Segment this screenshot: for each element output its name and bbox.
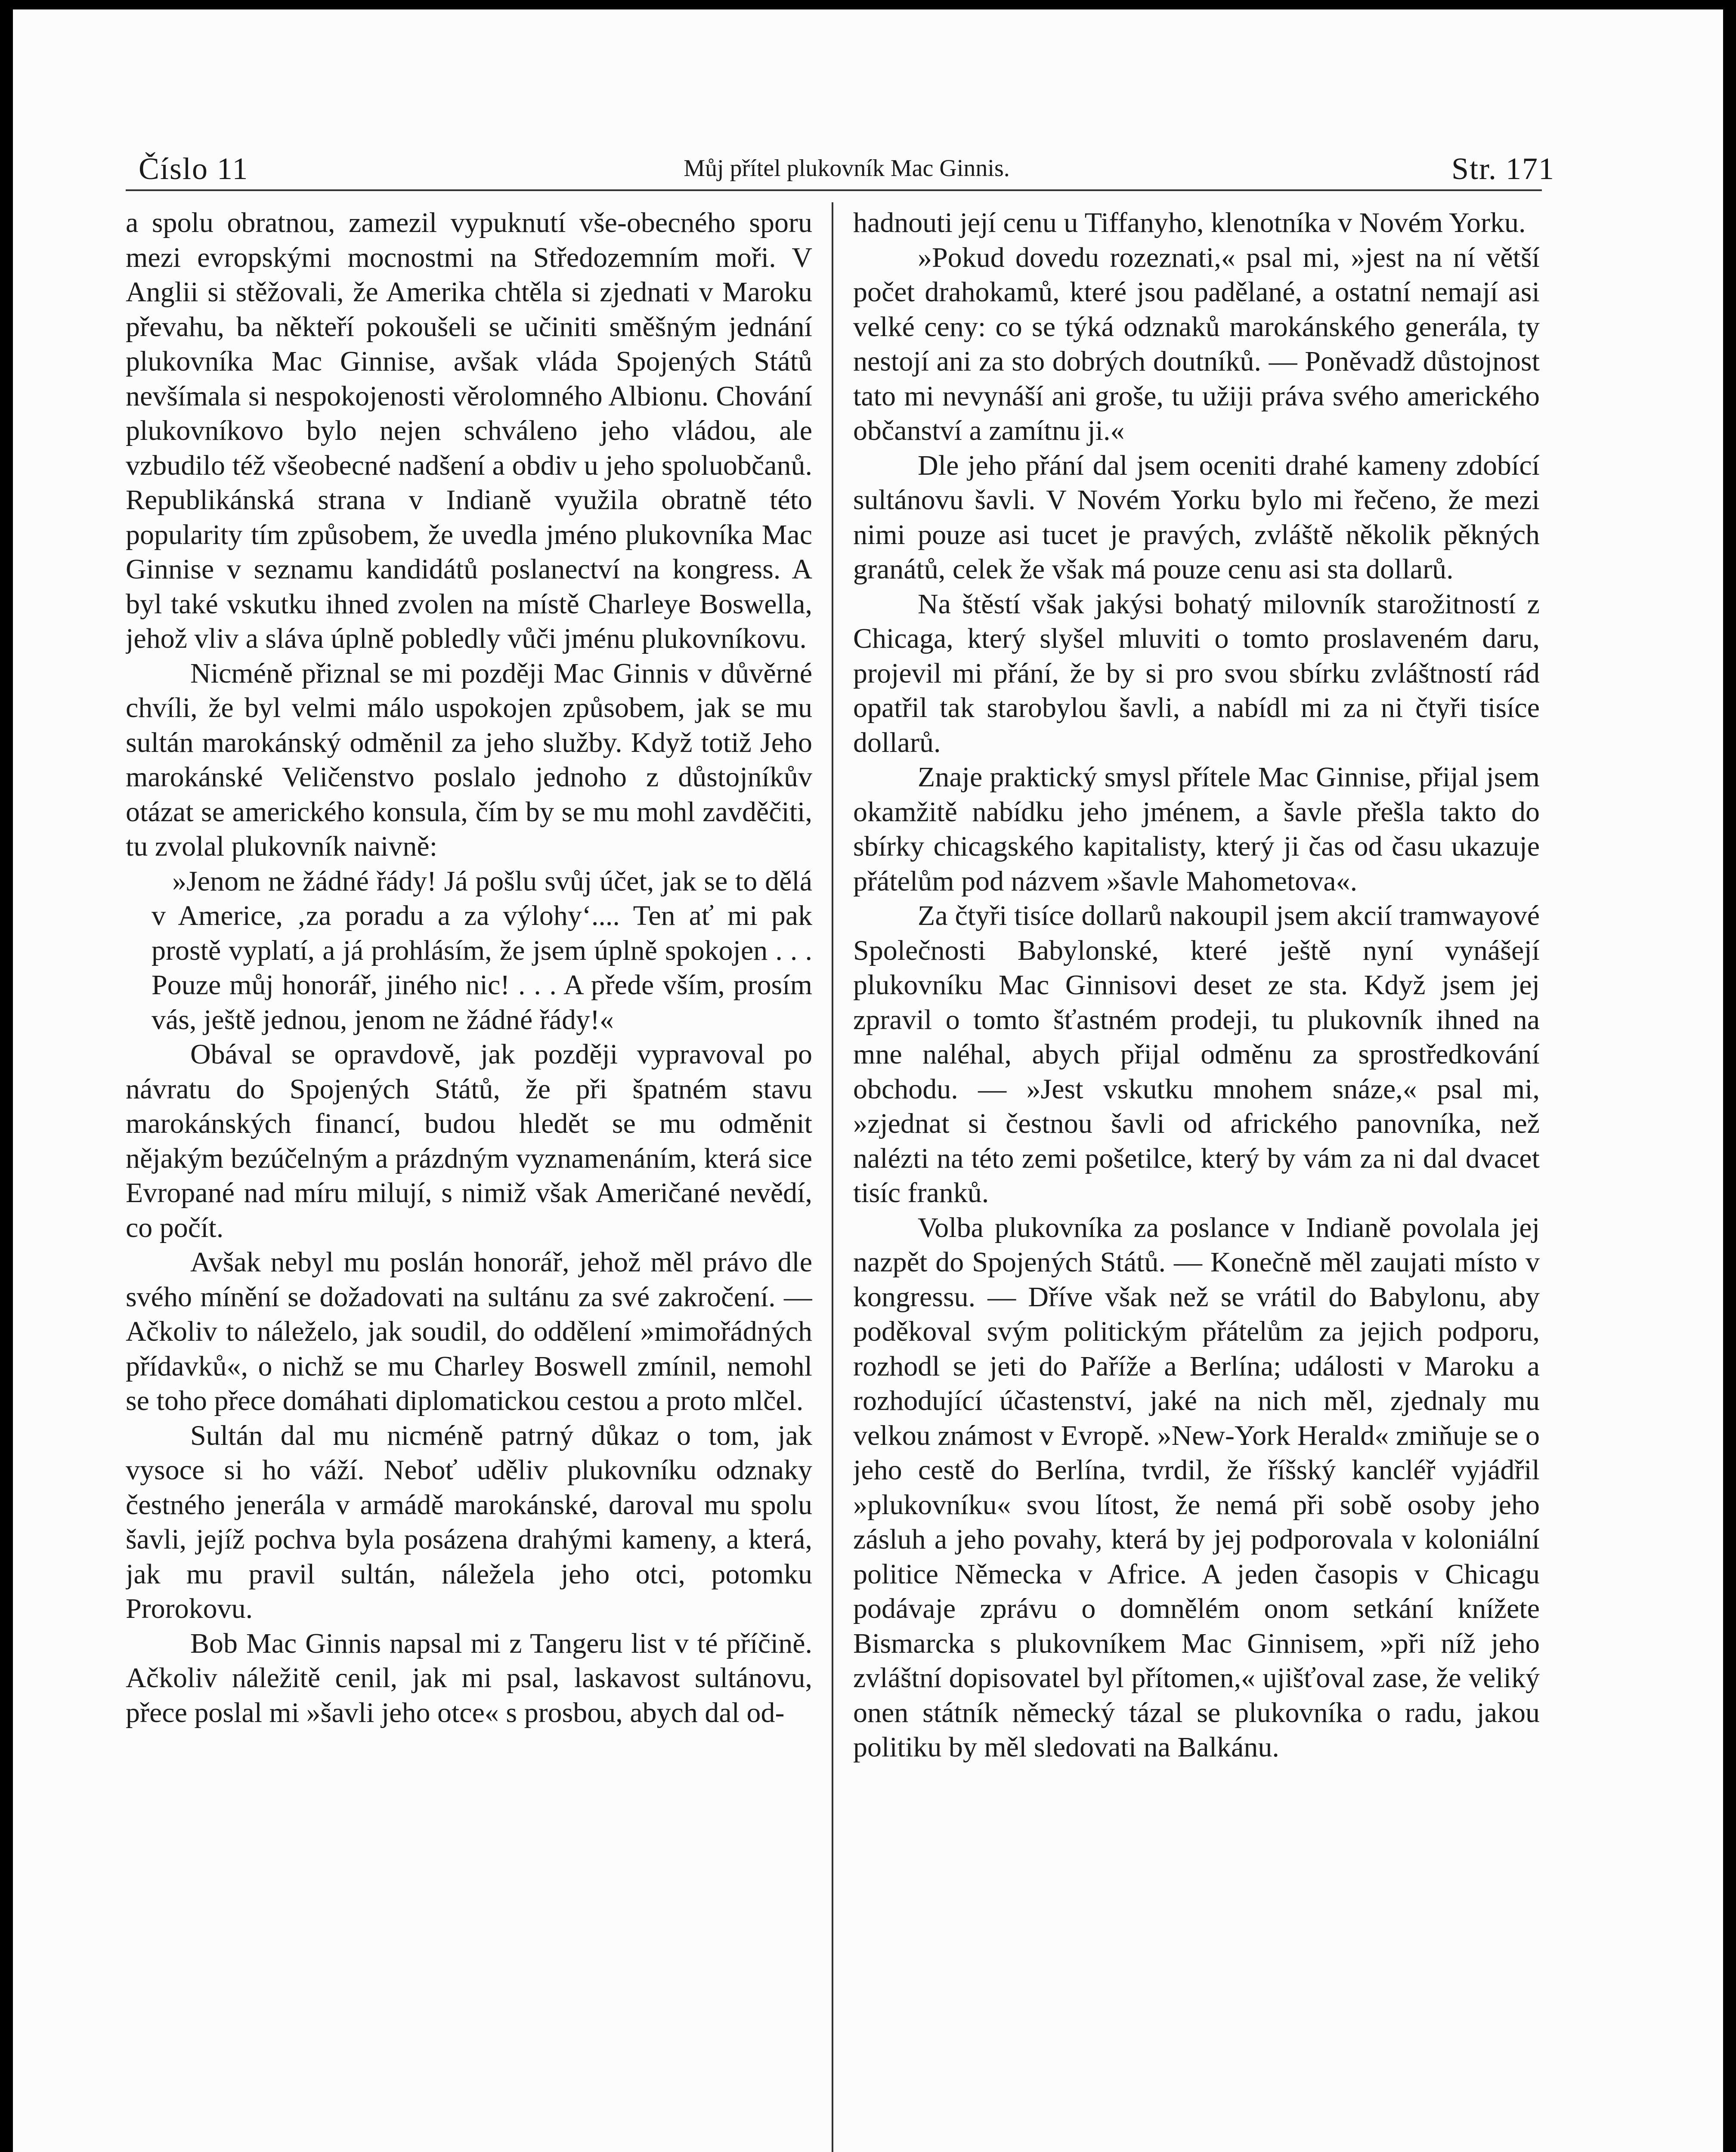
paragraph: Znaje praktický smysl přítele Mac Ginnise, přijal jsem okamžitě nabídku jeho jménem, a šavle přešla takto do sbírky chicagského kapitalisty, který ji čas od času ukazuje přátelům pod názvem »šavle Mahometova«.	[853, 761, 1540, 897]
paragraph: »Pokud dovedu rozeznati,« psal mi, »jest na ní větší počet drahokamů, které jsou padělané, a ostatní nemají asi velké ceny: co se týká odznaků marokánského generála, ty nestojí ani za sto dobrých doutníků. — Poněvadž důstojnost tato mi nevynáší ani groše, tu užiji práva svého amerického občanství a zamítnu ji.«	[853, 241, 1540, 446]
running-title: Můj přítel plukovník Mac Ginnis.	[684, 155, 1010, 182]
running-header	[139, 145, 1555, 192]
paragraph: Za čtyři tisíce dollarů nakoupil jsem akcií tramwayové Společnosti Babylonské, které ještě nyní vynášejí plukovníku Mac Ginnisovi deset ze sta. Když jsem jej zpravil o tomto šťastném prodeji, tu plukovník ihned na mne naléhal, abych přijal odměnu za sprostředkování obchodu. — »Jest vskutku mnohem snáze,« psal mi, »zjednat si čestnou šavli od afrického panovníka, než nalézti na této zemi pošetilce, který by vám za ni dal dvacet tisíc franků.	[853, 900, 1540, 1209]
paragraph: a spolu obratnou, zamezil vypuknutí vše-obecného sporu mezi evropskými mocnostmi na Středozemním moři. V Anglii si stěžovali, že Amerika chtěla si zjednati v Maroku převahu, ba někteří pokoušeli se učiniti směšným jednání plukovníka Mac Ginnise, avšak vláda Spojených Států nevšímala si nespokojenosti věrolomného Albionu. Chování plukovníkovo bylo nejen schváleno jeho vládou, ale vzbudilo též všeobecné nadšení a obdiv u jeho spoluobčanů. Republikánská strana v Indianě využila obratně této popularity tím způsobem, že uvedla jméno plukovníka Mac Ginnise v seznamu kandidátů poslanectví na kongress. A byl také vskutku ihned zvolen na místě Charleye Boswella, jehož vliv a sláva úplně pobledly vůči jménu plukovníkovu.	[126, 207, 812, 654]
paragraph: Bob Mac Ginnis napsal mi z Tangeru list v té příčině. Ačkoliv náležitě cenil, jak mi psal, laskavost sultánovu, přece poslal mi »šavli jeho otce« s prosbou, abych dal od-	[126, 1627, 812, 1728]
paragraph: Nicméně přiznal se mi později Mac Ginnis v důvěrné chvíli, že byl velmi málo uspokojen způsobem, jak se mu sultán marokánský odměnil za jeho služby. Když totiž Jeho marokánské Veličenstvo poslalo jednoho z důstojníkův otázat se amerického konsula, čím by se mu mohl zavděčiti, tu zvolal plukovník naivně:	[126, 657, 812, 862]
paragraph: Dle jeho přání dal jsem oceniti drahé kameny zdobící sultánovu šavli. V Novém Yorku bylo mi řečeno, že mezi nimi pouze asi tucet je pravých, zvláště několik pěkných granátů, celek že však má pouze cenu asi sta dollarů.	[853, 449, 1540, 585]
paragraph: Avšak nebyl mu poslán honorář, jehož měl právo dle svého mínění se dožadovati na sultánu za své zakročení. — Ačkoliv to náleželo, jak soudil, do oddělení »mimořádných přídavků«, o nichž se mu Charley Boswell zmínil, nemohl se toho přece domáhati diplomatickou cestou a proto mlčel.	[126, 1246, 812, 1416]
paragraph: Na štěstí však jakýsi bohatý milovník starožitností z Chicaga, který slyšel mluviti o tomto proslaveném daru, projevil mi přání, že by si pro svou sbírku zvláštností rád opatřil tak starobylou šavli, a nabídl mi za ni čtyři tisíce dollarů.	[853, 588, 1540, 758]
column-divider	[832, 202, 833, 2152]
page-number: Str. 171	[1451, 152, 1555, 186]
left-column	[126, 206, 812, 2152]
paragraph: hadnouti její cenu u Tiffanyho, klenotníka v Novém Yorku.	[853, 207, 1526, 238]
right-column	[853, 206, 1540, 2152]
paragraph: Sultán dal mu nicméně patrný důkaz o tom, jak vysoce si ho váží. Neboť uděliv plukovníku odznaky čestného jenerála v armádě marokánské, daroval mu spolu šavli, jejíž pochva byla posázena drahými kameny, a která, jak mu pravil sultán, náležela jeho otci, potomku Prorokovu.	[126, 1419, 812, 1624]
quoted-paragraph: »Jenom ne žádné řády! Já pošlu svůj účet, jak se to dělá v Americe, ‚za poradu a za výlohy‘.... Ten ať mi pak prostě vyplatí, a já prohlásím, že jsem úplně spokojen . . . Pouze můj honorář, jiného nic! . . . A přede vším, prosím vás, ještě jednou, jenom ne žádné řády!«	[152, 865, 812, 1036]
issue-number: Číslo 11	[139, 152, 249, 186]
header-rule	[126, 189, 1542, 191]
paragraph: Obával se opravdově, jak později vypravoval po návratu do Spojených Států, že při špatném stavu marokánských financí, budou hledět se mu odměnit nějakým bezúčelným a prázdným vyznamenáním, která sice Evropané nad míru milují, s nimiž však Američané nevědí, co počít.	[126, 1039, 812, 1243]
paragraph: Volba plukovníka za poslance v Indianě povolala jej nazpět do Spojených Států. — Konečně měl zaujati místo v kongressu. — Dříve však než se vrátil do Babylonu, aby poděkoval svým politickým přátelům za jejich podporu, rozhodl se jeti do Paříže a Berlína; události v Maroku a rozhodující účastenství, jaké na nich měl, zjednaly mu velkou známost v Evropě. »New-York Herald« zmiňuje se o jeho cestě do Berlína, tvrdil, že říšský kancléř vyjádřil »plukovníku« svou lítost, že nemá při sobě osoby jeho zásluh a jeho povahy, která by jej podporovala v koloniální politice Německa v Africe. A jeden časopis v Chicagu podávaje zprávu o domnělém onom setkání knížete Bismarcka s plukovníkem Mac Ginnisem, »při níž jeho zvláštní dopisovatel byl přítomen,« ujišťoval zase, že veliký onen státník německý tázal se plukovníka o radu, jakou politiku by měl sledovati na Balkánu.	[853, 1212, 1540, 1763]
